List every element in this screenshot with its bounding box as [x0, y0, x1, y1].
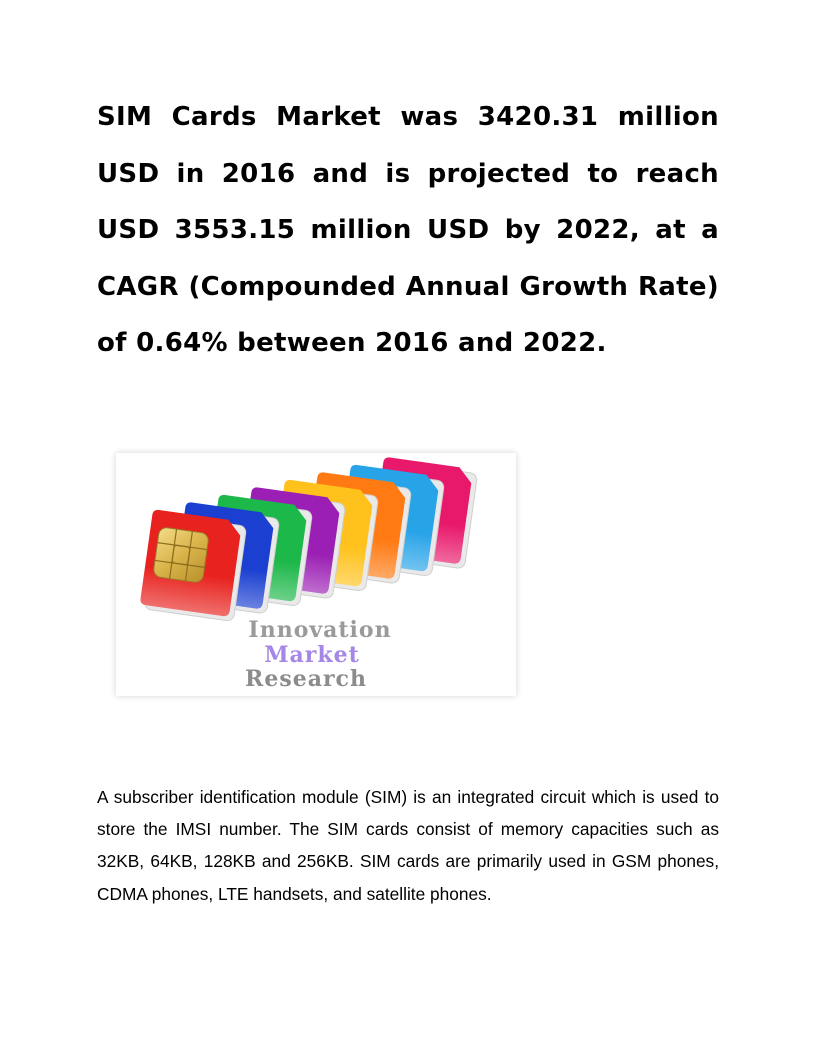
watermark-line-1: Innovation: [248, 617, 392, 643]
sim-cards-illustration: [116, 453, 516, 696]
sim-chip-icon: [153, 527, 209, 583]
sim-cards-image: [116, 453, 516, 696]
watermark-line-3: Research: [245, 666, 367, 692]
body-paragraph: A subscriber identification module (SIM) is an integrated circuit which is used to store the IMSI number. The SIM cards consist of memory capacities such as 32KB, 64KB, 128KB and 256KB. SIM cards are primarily used in GSM phones, CDMA phones, LTE handsets, and satellite phones.: [97, 787, 719, 904]
watermark-line-2: Market: [264, 642, 360, 668]
watermark: [245, 617, 392, 692]
headline: SIM Cards Market was 3420.31 million USD in 2016 and is projected to reach USD 3553.15 million USD by 2022, at a CAGR (Compounded Annual Growth Rate) of 0.64% between 2016 and 2022.: [97, 102, 719, 358]
